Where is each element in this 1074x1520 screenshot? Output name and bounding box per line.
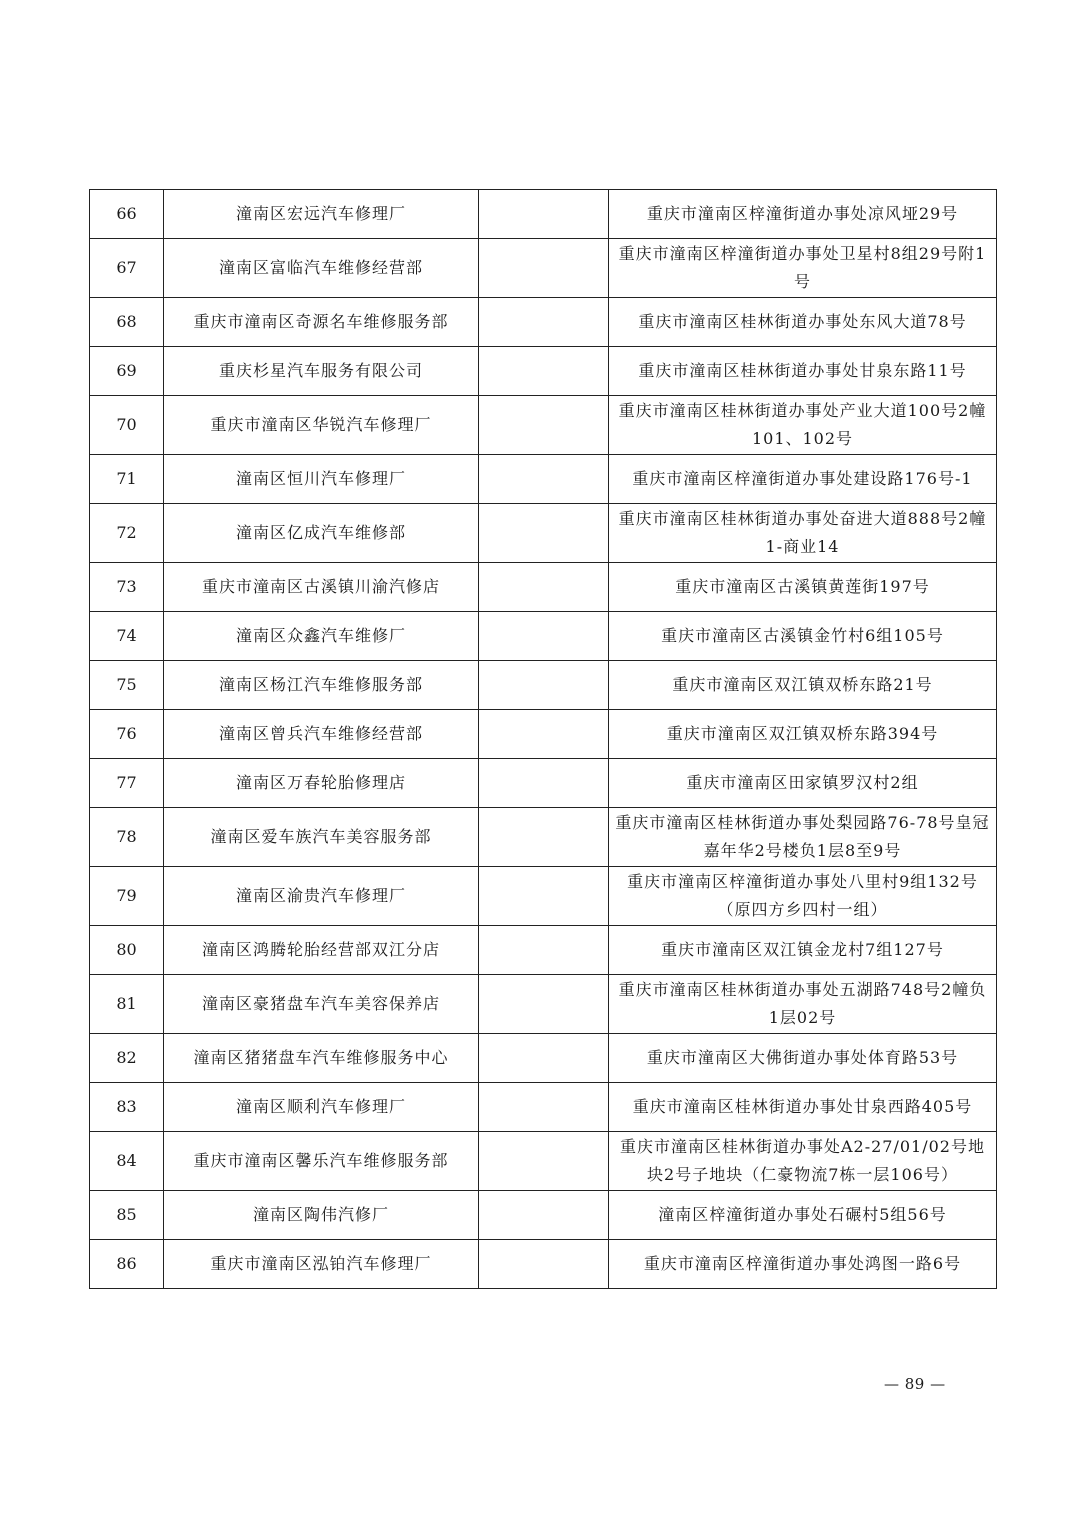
shop-name: 潼南区富临汽车维修经营部 bbox=[164, 239, 479, 298]
row-number: 79 bbox=[90, 867, 164, 926]
row-number: 77 bbox=[90, 759, 164, 808]
blank-cell bbox=[479, 661, 609, 710]
row-number: 67 bbox=[90, 239, 164, 298]
shop-name: 潼南区恒川汽车修理厂 bbox=[164, 455, 479, 504]
page-number: — 89 — bbox=[884, 1375, 946, 1393]
shop-name: 潼南区曾兵汽车维修经营部 bbox=[164, 710, 479, 759]
blank-cell bbox=[479, 759, 609, 808]
shop-name: 潼南区猪猪盘车汽车维修服务中心 bbox=[164, 1034, 479, 1083]
shop-address: 重庆市潼南区桂林街道办事处甘泉东路11号 bbox=[609, 347, 997, 396]
shop-address: 重庆市潼南区古溪镇黄莲街197号 bbox=[609, 563, 997, 612]
blank-cell bbox=[479, 1034, 609, 1083]
row-number: 72 bbox=[90, 504, 164, 563]
shop-address: 重庆市潼南区桂林街道办事处五湖路748号2幢负1层02号 bbox=[609, 975, 997, 1034]
shop-name: 潼南区豪猪盘车汽车美容保养店 bbox=[164, 975, 479, 1034]
shop-name: 潼南区鸿腾轮胎经营部双江分店 bbox=[164, 926, 479, 975]
blank-cell bbox=[479, 867, 609, 926]
shop-address: 重庆市潼南区桂林街道办事处甘泉西路405号 bbox=[609, 1083, 997, 1132]
table-row bbox=[90, 1034, 997, 1083]
blank-cell bbox=[479, 1191, 609, 1240]
table-row bbox=[90, 1191, 997, 1240]
shop-name: 重庆市潼南区古溪镇川渝汽修店 bbox=[164, 563, 479, 612]
shop-name: 潼南区万春轮胎修理店 bbox=[164, 759, 479, 808]
row-number: 85 bbox=[90, 1191, 164, 1240]
shop-address: 重庆市潼南区双江镇双桥东路21号 bbox=[609, 661, 997, 710]
blank-cell bbox=[479, 808, 609, 867]
shop-name: 潼南区渝贵汽车修理厂 bbox=[164, 867, 479, 926]
blank-cell bbox=[479, 926, 609, 975]
shop-name: 潼南区陶伟汽修厂 bbox=[164, 1191, 479, 1240]
shop-address: 重庆市潼南区桂林街道办事处奋进大道888号2幢1-商业14 bbox=[609, 504, 997, 563]
table-row bbox=[90, 1132, 997, 1191]
table-row bbox=[90, 396, 997, 455]
shop-address: 重庆市潼南区梓潼街道办事处凉风垭29号 bbox=[609, 190, 997, 239]
row-number: 75 bbox=[90, 661, 164, 710]
row-number: 86 bbox=[90, 1240, 164, 1289]
blank-cell bbox=[479, 239, 609, 298]
shop-name: 潼南区众鑫汽车维修厂 bbox=[164, 612, 479, 661]
table-row bbox=[90, 612, 997, 661]
blank-cell bbox=[479, 504, 609, 563]
shop-name: 潼南区杨江汽车维修服务部 bbox=[164, 661, 479, 710]
row-number: 69 bbox=[90, 347, 164, 396]
table-row bbox=[90, 455, 997, 504]
table-row bbox=[90, 298, 997, 347]
shop-name: 重庆市潼南区奇源名车维修服务部 bbox=[164, 298, 479, 347]
blank-cell bbox=[479, 1240, 609, 1289]
table-row bbox=[90, 563, 997, 612]
repair-shop-table bbox=[89, 189, 997, 1289]
row-number: 76 bbox=[90, 710, 164, 759]
shop-address: 重庆市潼南区梓潼街道办事处八里村9组132号（原四方乡四村一组） bbox=[609, 867, 997, 926]
shop-name: 潼南区亿成汽车维修部 bbox=[164, 504, 479, 563]
shop-address: 重庆市潼南区梓潼街道办事处建设路176号-1 bbox=[609, 455, 997, 504]
table-body bbox=[90, 190, 997, 1289]
shop-name: 潼南区顺利汽车修理厂 bbox=[164, 1083, 479, 1132]
row-number: 68 bbox=[90, 298, 164, 347]
blank-cell bbox=[479, 975, 609, 1034]
shop-address: 重庆市潼南区桂林街道办事处东风大道78号 bbox=[609, 298, 997, 347]
shop-address: 重庆市潼南区梓潼街道办事处卫星村8组29号附1号 bbox=[609, 239, 997, 298]
row-number: 78 bbox=[90, 808, 164, 867]
blank-cell bbox=[479, 563, 609, 612]
row-number: 83 bbox=[90, 1083, 164, 1132]
row-number: 82 bbox=[90, 1034, 164, 1083]
row-number: 80 bbox=[90, 926, 164, 975]
table-row bbox=[90, 347, 997, 396]
table-row bbox=[90, 808, 997, 867]
shop-address: 潼南区梓潼街道办事处石碾村5组56号 bbox=[609, 1191, 997, 1240]
row-number: 71 bbox=[90, 455, 164, 504]
table-row bbox=[90, 926, 997, 975]
shop-address: 重庆市潼南区大佛街道办事处体育路53号 bbox=[609, 1034, 997, 1083]
table-row bbox=[90, 1240, 997, 1289]
table-row bbox=[90, 190, 997, 239]
blank-cell bbox=[479, 710, 609, 759]
blank-cell bbox=[479, 347, 609, 396]
shop-name: 潼南区宏远汽车修理厂 bbox=[164, 190, 479, 239]
shop-address: 重庆市潼南区古溪镇金竹村6组105号 bbox=[609, 612, 997, 661]
blank-cell bbox=[479, 396, 609, 455]
shop-address: 重庆市潼南区双江镇双桥东路394号 bbox=[609, 710, 997, 759]
shop-address: 重庆市潼南区桂林街道办事处A2-27/01/02号地块2号子地块（仁豪物流7栋一层106号） bbox=[609, 1132, 997, 1191]
row-number: 81 bbox=[90, 975, 164, 1034]
blank-cell bbox=[479, 190, 609, 239]
row-number: 66 bbox=[90, 190, 164, 239]
shop-address: 重庆市潼南区双江镇金龙村7组127号 bbox=[609, 926, 997, 975]
table-row bbox=[90, 239, 997, 298]
row-number: 70 bbox=[90, 396, 164, 455]
table-row bbox=[90, 710, 997, 759]
table-row bbox=[90, 1083, 997, 1132]
shop-address: 重庆市潼南区桂林街道办事处产业大道100号2幢101、102号 bbox=[609, 396, 997, 455]
blank-cell bbox=[479, 1083, 609, 1132]
shop-address: 重庆市潼南区桂林街道办事处梨园路76-78号皇冠嘉年华2号楼负1层8至9号 bbox=[609, 808, 997, 867]
table-row bbox=[90, 504, 997, 563]
shop-name: 重庆市潼南区泓铂汽车修理厂 bbox=[164, 1240, 479, 1289]
shop-name: 重庆杉星汽车服务有限公司 bbox=[164, 347, 479, 396]
blank-cell bbox=[479, 455, 609, 504]
table-row bbox=[90, 661, 997, 710]
table-row bbox=[90, 759, 997, 808]
shop-name: 重庆市潼南区馨乐汽车维修服务部 bbox=[164, 1132, 479, 1191]
table-row bbox=[90, 867, 997, 926]
shop-name: 重庆市潼南区华锐汽车修理厂 bbox=[164, 396, 479, 455]
shop-address: 重庆市潼南区田家镇罗汉村2组 bbox=[609, 759, 997, 808]
blank-cell bbox=[479, 1132, 609, 1191]
blank-cell bbox=[479, 298, 609, 347]
shop-name: 潼南区爱车族汽车美容服务部 bbox=[164, 808, 479, 867]
row-number: 73 bbox=[90, 563, 164, 612]
shop-address: 重庆市潼南区梓潼街道办事处鸿图一路6号 bbox=[609, 1240, 997, 1289]
row-number: 84 bbox=[90, 1132, 164, 1191]
row-number: 74 bbox=[90, 612, 164, 661]
blank-cell bbox=[479, 612, 609, 661]
table-row bbox=[90, 975, 997, 1034]
